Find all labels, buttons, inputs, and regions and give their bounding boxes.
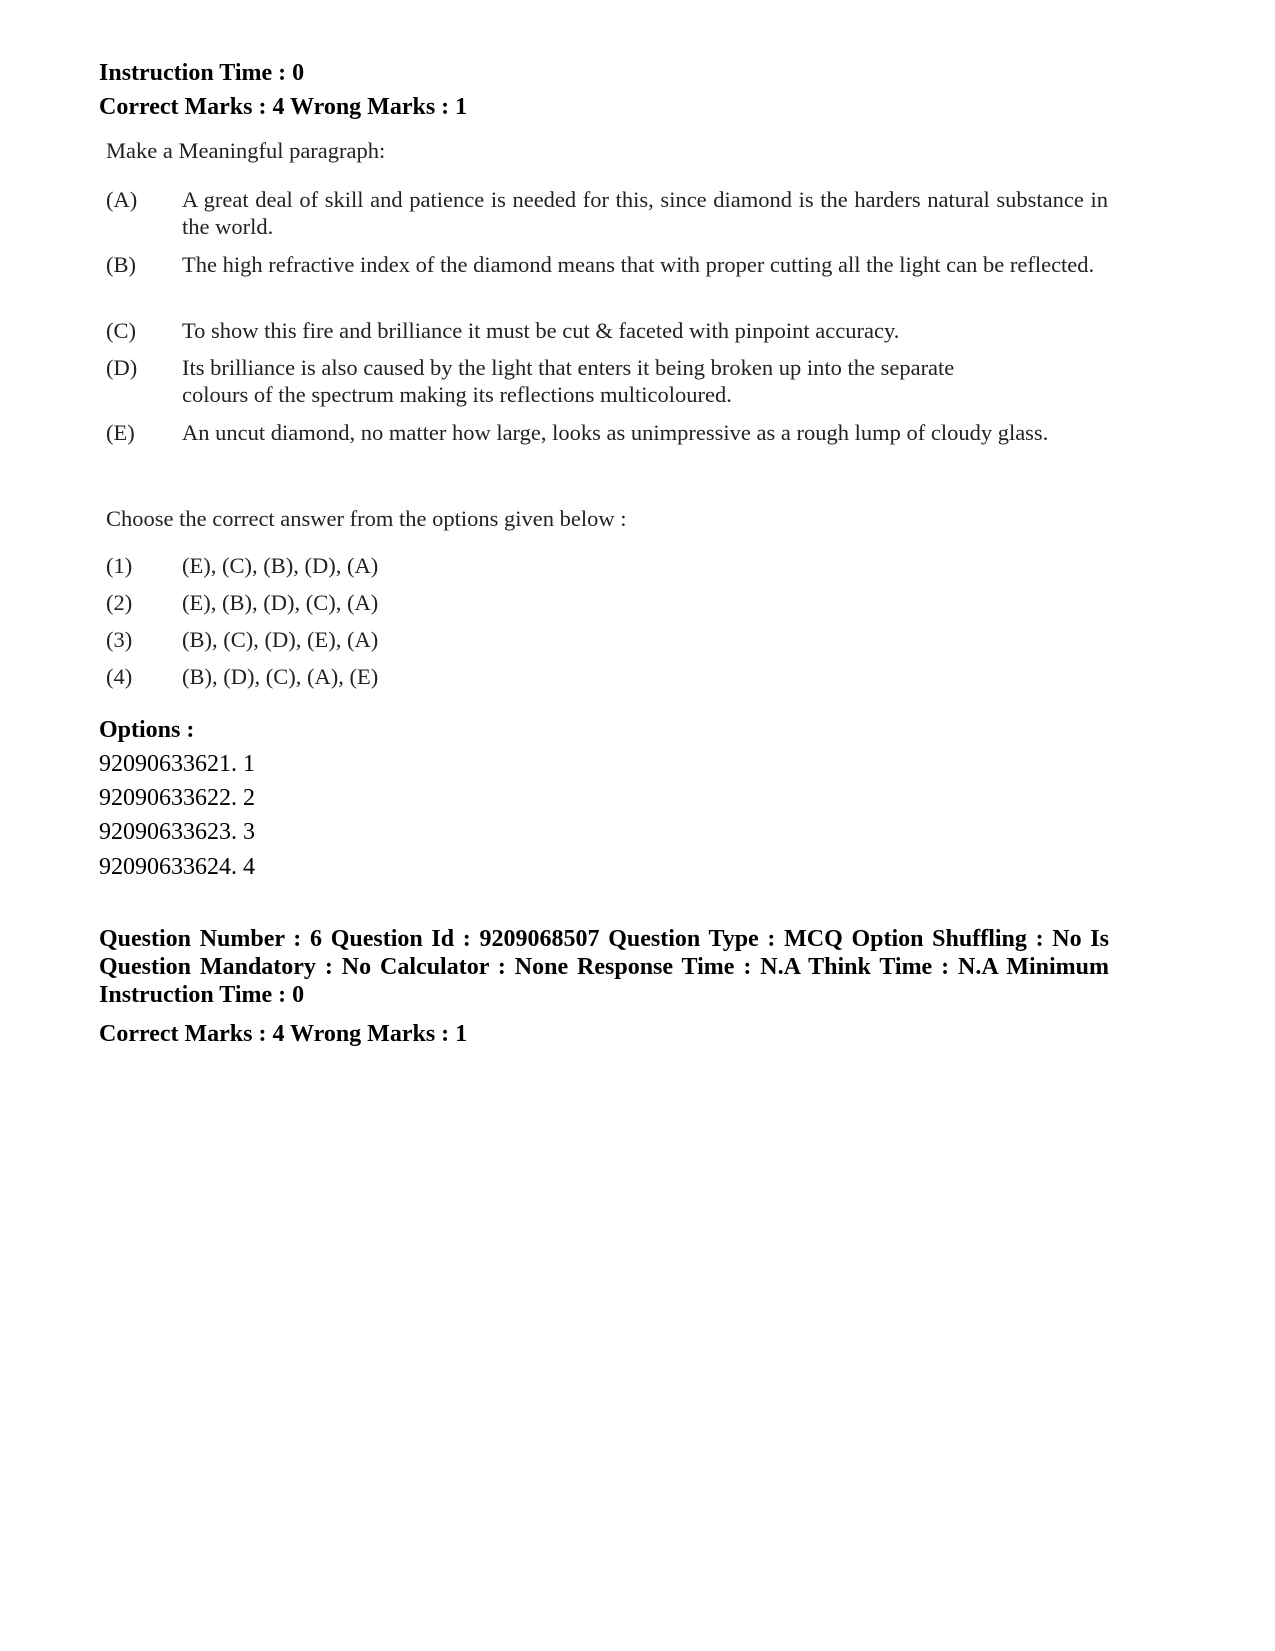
statement-label: (D) bbox=[106, 355, 138, 380]
answer-text: (E), (B), (D), (C), (A) bbox=[182, 590, 379, 615]
statement-label: (B) bbox=[106, 252, 136, 277]
statement-text: An uncut diamond, no matter how large, looks as unimpressive as a rough lump of cloudy glass. bbox=[182, 420, 1049, 445]
option-item: 92090633624. 4 bbox=[99, 854, 255, 880]
question-prompt: Make a Meaningful paragraph: bbox=[106, 138, 386, 163]
statement-text: Its brilliance is also caused by the light that enters it being broken up into the separate colours of the spectrum making its reflections multicoloured. bbox=[182, 355, 955, 407]
marks-line: Correct Marks : 4 Wrong Marks : 1 bbox=[99, 94, 468, 120]
answer-label: (4) bbox=[106, 664, 133, 689]
answer-text: (B), (C), (D), (E), (A) bbox=[182, 627, 379, 652]
options-title: Options : bbox=[99, 717, 195, 743]
answer-label: (1) bbox=[106, 553, 133, 578]
instruction-time: Instruction Time : 0 bbox=[99, 60, 305, 86]
option-item: 92090633623. 3 bbox=[99, 819, 255, 845]
answer-text: (B), (D), (C), (A), (E) bbox=[182, 664, 379, 689]
statement-text: To show this fire and brilliance it must be cut & faceted with pinpoint accuracy. bbox=[182, 318, 900, 343]
next-question-meta: Question Number : 6 Question Id : 9209068507 Question Type : MCQ Option Shuffling : No Is Question Mandatory : No Calculator : None Response Time : N.A Think Time : N.A Minimum Instruction Time : 0 bbox=[99, 926, 1109, 1008]
statement-label: (C) bbox=[106, 318, 136, 343]
choose-instruction: Choose the correct answer from the options given below : bbox=[106, 506, 627, 531]
statement-text: The high refractive index of the diamond means that with proper cutting all the light can be reflected. bbox=[182, 252, 1095, 277]
next-question-marks: Correct Marks : 4 Wrong Marks : 1 bbox=[99, 1021, 468, 1047]
statement-label: (A) bbox=[106, 187, 138, 212]
option-item: 92090633622. 2 bbox=[99, 785, 255, 811]
question-image bbox=[106, 0, 1106, 700]
statement-text: A great deal of skill and patience is needed for this, since diamond is the harders natural substance in the world. bbox=[182, 187, 1108, 239]
answer-label: (3) bbox=[106, 627, 133, 652]
answer-text: (E), (C), (B), (D), (A) bbox=[182, 553, 379, 578]
answer-label: (2) bbox=[106, 590, 133, 615]
option-item: 92090633621. 1 bbox=[99, 751, 255, 777]
statement-label: (E) bbox=[106, 420, 135, 445]
